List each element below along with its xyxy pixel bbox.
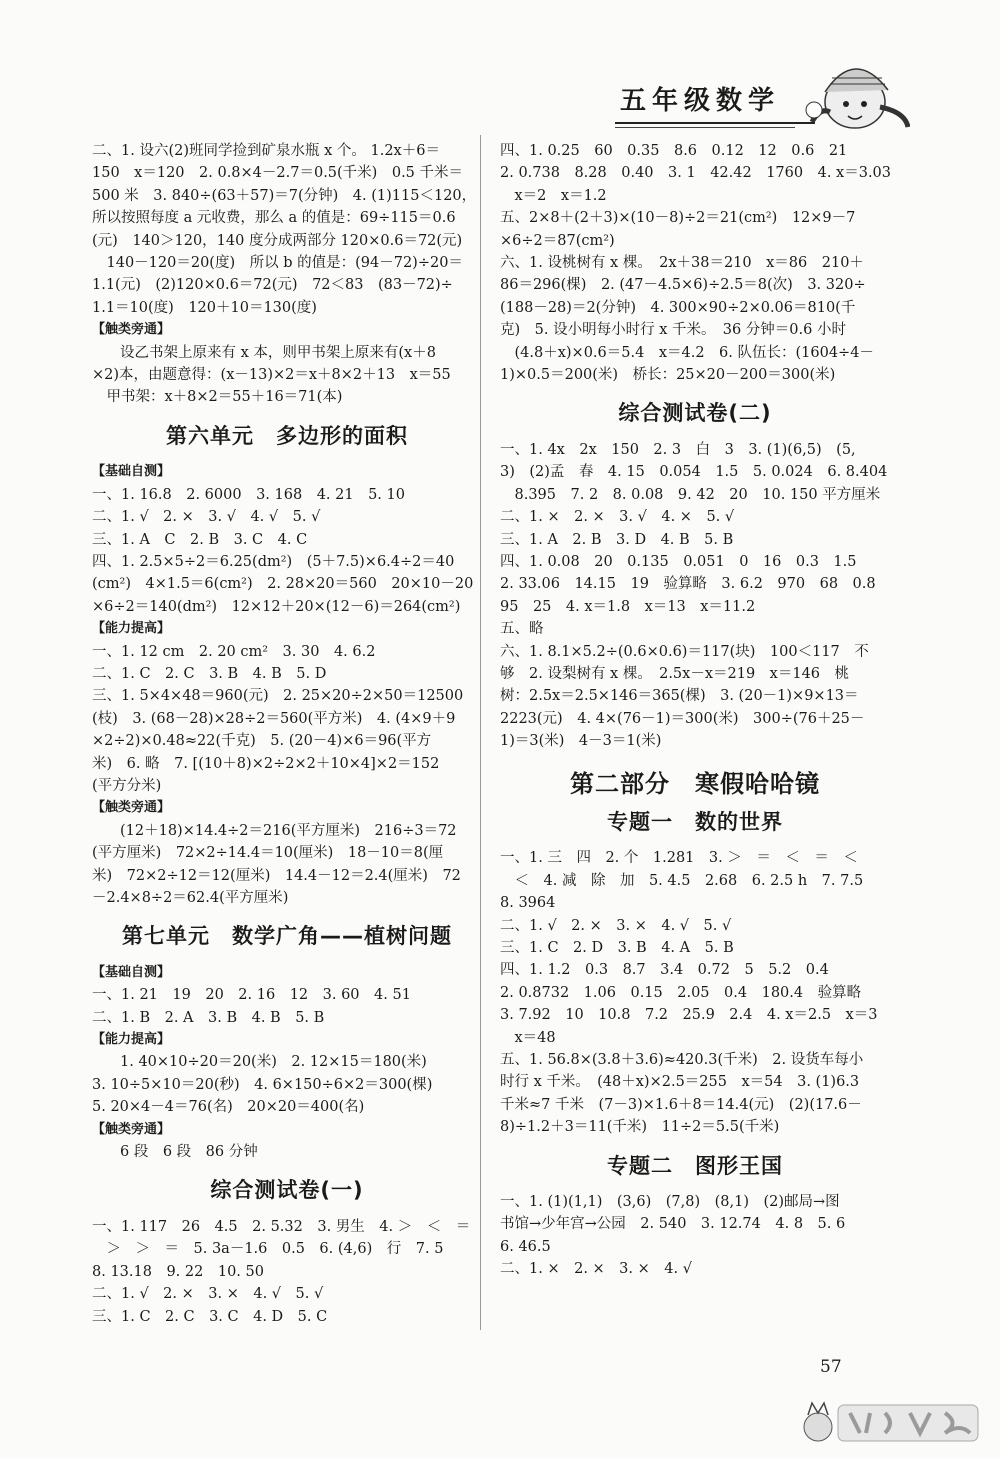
answer-line: 二、1. √ 2. × 3. × 4. √ 5. √ xyxy=(500,917,732,934)
answer-line: 二、1. 设六(2)班同学捡到矿泉水瓶 x 个。 1.2x＋6＝ xyxy=(92,143,440,159)
watermark-logo xyxy=(800,1385,985,1455)
answer-line: 设乙书架上原来有 x 本，则甲书架上原来有(x＋8 xyxy=(120,344,436,361)
answer-line: 二、1. B 2. A 3. B 4. B 5. B xyxy=(92,1009,325,1026)
answer-line: (cm²) 4×1.5＝6(cm²) 2. 28×20＝560 20×10－20 xyxy=(92,576,474,593)
right-column xyxy=(500,140,890,1281)
answer-line: (188－28)＝2(分钟) 4. 300×90÷2×0.06＝810(千 xyxy=(500,299,856,316)
answer-line: 四、1. 1.2 0.3 8.7 3.4 0.72 5 5.2 0.4 xyxy=(500,962,829,979)
answer-line: 500 米 3. 840÷(63＋57)＝7(分钟) 4. (1)115＜120， xyxy=(92,187,477,204)
section-heading: 第六单元 多边形的面积 xyxy=(166,423,408,448)
page-number: 57 xyxy=(820,1357,842,1377)
answer-line: (4.8＋x)×0.6＝5.4 x＝4.2 6. 队伍长：(1604÷4－ xyxy=(500,344,874,361)
answer-line: 四、1. 0.25 60 0.35 8.6 0.12 12 0.6 21 xyxy=(500,143,848,159)
answer-line: 一、1. 117 26 4.5 2. 5.32 3. 男生 4. ＞ ＜ ＝ xyxy=(92,1218,471,1235)
answer-line: 四、1. 0.08 20 0.135 0.051 0 16 0.3 1.5 xyxy=(500,553,857,570)
answer-line: 所以按照每度 a 元收费，那么 a 的值是：69÷115＝0.6 xyxy=(92,210,456,227)
answer-line: ＜ 4. 减 除 加 5. 4.5 2.68 6. 2.5 h 7. 7.5 xyxy=(500,872,864,889)
answer-line: 二、1. √ 2. × 3. × 4. √ 5. √ xyxy=(92,1286,324,1303)
answer-line: (元) 140＞120，140 度分成两部分 120×0.6＝72(元) xyxy=(92,232,463,249)
subsection-tag: 【触类旁通】 xyxy=(92,322,171,338)
answer-line: 6 段 6 段 86 分钟 xyxy=(120,1144,258,1161)
answer-line: 米) 72×2÷12＝12(厘米) 14.4－12＝2.4(厘米) 72 xyxy=(92,867,461,884)
answer-line: 3) (2)孟 春 4. 15 0.054 1.5 5. 0.024 6. 8.404 xyxy=(500,464,888,481)
answer-line: ×2)本，由题意得：(x－13)×2＝x＋8×2＋13 x＝55 xyxy=(92,367,451,384)
answer-line: 三、1. A 2. B 3. D 4. B 5. B xyxy=(500,531,734,548)
answer-line: 1.1＝10(度) 120＋10＝130(度) xyxy=(92,299,317,316)
answer-line: 五、1. 56.8×(3.8＋3.6)≈420.3(千米) 2. 设货车每小 xyxy=(500,1052,864,1069)
subsection-tag: 【能力提高】 xyxy=(92,1032,171,1048)
answer-line: 二、1. × 2. × 3. √ 4. × 5. √ xyxy=(500,509,735,526)
subsection-tag: 【触类旁通】 xyxy=(92,1121,171,1137)
answer-line: 2. 33.06 14.15 19 验算略 3. 6.2 970 68 0.8 xyxy=(500,576,876,593)
answer-line: 四、1. 2.5×5÷2＝6.25(dm²) (5＋7.5)×6.4÷2＝40 xyxy=(92,553,455,570)
answer-line: 够 2. 设梨树有 x 棵。 2.5x－x＝219 x＝146 桃 xyxy=(500,665,850,682)
answer-line: 二、1. √ 2. × 3. √ 4. √ 5. √ xyxy=(92,509,321,526)
answer-line: 五、2×8＋(2＋3)×(10－8)÷2＝21(cm²) 12×9－7 xyxy=(500,210,856,227)
section-heading: 综合测试卷(二) xyxy=(618,401,772,426)
page-header-title: 五年级数学 xyxy=(620,86,781,116)
answer-line: 书馆→少年宫→公园 2. 540 3. 12.74 4. 8 5. 6 xyxy=(500,1216,846,1233)
answer-line: 二、1. C 2. C 3. B 4. B 5. D xyxy=(92,665,327,682)
answer-line: 8. 13.18 9. 22 10. 50 xyxy=(92,1263,264,1280)
answer-line: 3. 7.92 10 10.8 7.2 25.9 2.4 4. x＝2.5 x＝3 xyxy=(500,1007,878,1024)
answer-line: 六、1. 设桃树有 x 棵。 2x＋38＝210 x＝86 210＋ xyxy=(500,255,864,272)
answer-line: 甲书架：x＋8×2＝55＋16＝71(本) xyxy=(92,389,343,406)
answer-line: ×6÷2＝87(cm²) xyxy=(500,232,615,249)
answer-line: 1.1(元) (2)120×0.6＝72(元) 72＜83 (83－72)÷ xyxy=(92,277,453,294)
answer-line: 米) 6. 略 7. [(10＋8)×2÷2×2＋10×4]×2＝152 xyxy=(92,755,440,772)
answer-line: 二、1. × 2. × 3. × 4. √ xyxy=(500,1261,692,1278)
answer-line: 5. 20×4－4＝76(名) 20×20＝400(名) xyxy=(92,1099,365,1116)
answer-line: 三、1. C 2. C 3. C 4. D 5. C xyxy=(92,1308,328,1325)
part-heading: 第二部分 寒假哈哈镜 xyxy=(570,769,820,798)
answer-line: (12＋18)×14.4÷2＝216(平方厘米) 216÷3＝72 xyxy=(120,822,457,839)
header-rule-thin xyxy=(615,127,795,128)
answer-line: 一、1. 4x 2x 150 2. 3 白 3 3. (1)(6,5) (5, xyxy=(500,441,856,458)
answer-line: 2223(元) 4. 4×(76－1)＝300(米) 300÷(76＋25－ xyxy=(500,710,865,727)
answer-line: 6. 46.5 xyxy=(500,1238,551,1255)
answer-line: 8. 3964 xyxy=(500,895,556,912)
answer-line: 86＝296(棵) 2. (47－4.5×6)÷2.5＝8(次) 3. 320÷ xyxy=(500,277,866,294)
answer-line: 三、1. 5×4×48＝960(元) 2. 25×20÷2×50＝12500 xyxy=(92,688,464,705)
answer-line: 时行 x 千米。 (48＋x)×2.5＝255 x＝54 3. (1)6.3 xyxy=(500,1074,860,1091)
answer-line: ×2÷2)×0.48≈22(千克) 5. (20－4)×6＝96(平方 xyxy=(92,733,432,750)
answer-line: x＝48 xyxy=(500,1029,556,1046)
answer-line: 五、略 xyxy=(500,621,544,638)
section-heading: 综合测试卷(一) xyxy=(210,1178,364,1203)
answer-line: 一、1. 21 19 20 2. 16 12 3. 60 4. 51 xyxy=(92,987,411,1004)
answer-line: 2. 0.8732 1.06 0.15 2.05 0.4 180.4 验算略 xyxy=(500,984,862,1001)
subsection-tag: 【基础自测】 xyxy=(92,964,171,980)
answer-line: 一、1. (1)(1,1) (3,6) (7,8) (8,1) (2)邮局→图 xyxy=(500,1194,840,1211)
answer-line: 树：2.5x＝2.5×146＝365(棵) 3. (20－1)×9×13＝ xyxy=(500,688,859,705)
left-column xyxy=(92,140,482,1328)
answer-line: x＝2 x＝1.2 xyxy=(500,187,607,204)
answer-line: 一、1. 三 四 2. 个 1.281 3. ＞ ＝ ＜ ＝ ＜ xyxy=(500,850,858,867)
answer-line: 三、1. C 2. D 3. B 4. A 5. B xyxy=(500,940,734,956)
section-heading: 专题一 数的世界 xyxy=(607,809,783,834)
answer-line: 140－120＝20(度) 所以 b 的值是：(94－72)÷20＝ xyxy=(92,255,463,272)
answer-line: (平方厘米) 72×2÷14.4＝10(厘米) 18－10＝8(厘 xyxy=(92,845,444,862)
answer-line: 三、1. A C 2. B 3. C 4. C xyxy=(92,531,308,548)
answer-line: 1. 40×10÷20＝20(米) 2. 12×15＝180(米) xyxy=(120,1054,427,1071)
child-mascot-icon xyxy=(800,52,910,132)
answer-line: 一、1. 12 cm 2. 20 cm² 3. 30 4. 6.2 xyxy=(92,643,376,660)
subsection-tag: 【基础自测】 xyxy=(92,464,171,480)
answer-line: ＞ ＞ ＝ 5. 3a－1.6 0.5 6. (4,6) 行 7. 5 xyxy=(92,1241,444,1258)
answer-line: 8)÷1.2＋3＝11(千米) 11÷2＝5.5(千米) xyxy=(500,1119,780,1136)
answer-line: 1)×0.5＝200(米) 桥长：25×20－200＝300(米) xyxy=(500,367,836,384)
answer-line: 3. 10÷5×10＝20(秒) 4. 6×150÷6×2＝300(棵) xyxy=(92,1076,433,1093)
answer-line: (枝) 3. (68－28)×28÷2＝560(平方米) 4. (4×9＋9 xyxy=(92,710,456,727)
section-heading: 专题二 图形王国 xyxy=(607,1153,783,1178)
subsection-tag: 【能力提高】 xyxy=(92,621,171,637)
answer-line: 1)＝3(米) 4－3＝1(米) xyxy=(500,733,662,750)
answer-line: －2.4×8÷2＝62.4(平方厘米) xyxy=(92,890,289,906)
answer-line: 克) 5. 设小明每小时行 x 千米。 36 分钟＝0.6 小时 xyxy=(500,322,846,339)
answer-line: ×6÷2＝140(dm²) 12×12＋20×(12－6)＝264(cm²) xyxy=(92,598,461,615)
answer-line: 8.395 7. 2 8. 0.08 9. 42 20 10. 150 平方厘米 xyxy=(500,486,881,503)
answer-line: 千米≈7 千米 (7－3)×1.6＋8＝14.4(元) (2)(17.6－ xyxy=(500,1096,862,1113)
subsection-tag: 【触类旁通】 xyxy=(92,800,171,816)
answer-line: (平方分米) xyxy=(92,777,162,794)
section-heading: 第七单元 数学广角——植树问题 xyxy=(122,924,452,949)
header-rule xyxy=(615,122,815,124)
answer-line: 150 x＝120 2. 0.8×4－2.7＝0.5(千米) 0.5 千米＝ xyxy=(92,165,464,182)
answer-line: 六、1. 8.1×5.2÷(0.6×0.6)＝117(块) 100＜117 不 xyxy=(500,643,869,660)
answer-line: 2. 0.738 8.28 0.40 3. 1 42.42 1760 4. x＝3.03 xyxy=(500,165,892,182)
answer-line: 一、1. 16.8 2. 6000 3. 168 4. 21 5. 10 xyxy=(92,486,405,503)
answer-line: 95 25 4. x＝1.8 x＝13 x＝11.2 xyxy=(500,598,756,615)
